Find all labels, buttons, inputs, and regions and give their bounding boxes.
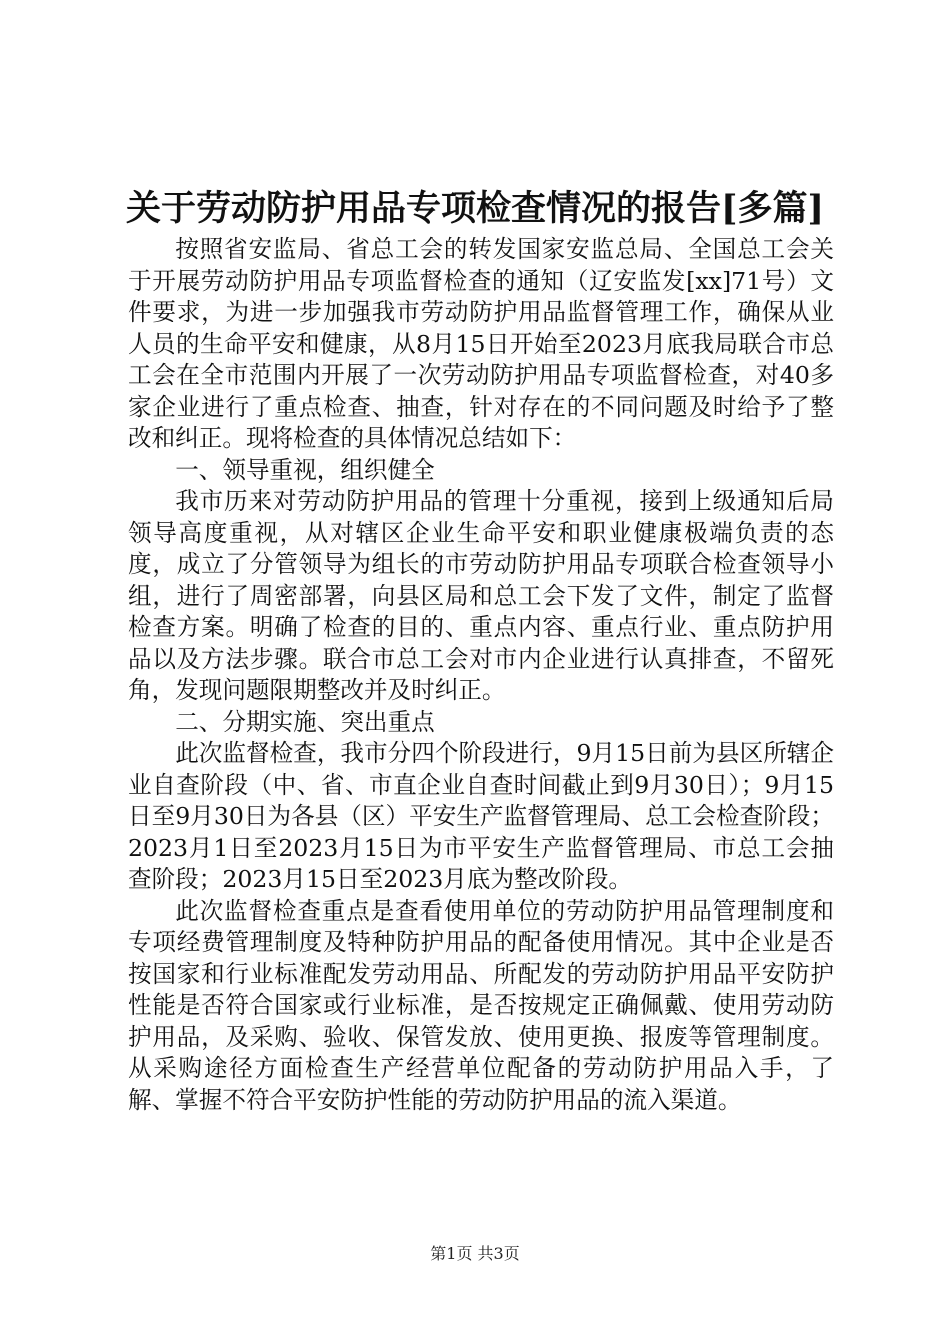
section-2-paragraph-2: 此次监督检查重点是查看使用单位的劳动防护用品管理制度和专项经费管理制度及特种防护用品的配备使用情况。其中企业是否按国家和行业标准配发劳动用品、所配发的劳动防护用品平安防护性能是否符合国家或行业标准，是否按规定正确佩戴、使用劳动防护用品，及采购、验收、保管发放、使用更换、报废等管理制度。从采购途径方面检查生产经营单位配备的劳动防护用品入手，了解、掌握不符合平安防护性能的劳动防护用品的流入渠道。: [128, 896, 834, 1114]
document-body: [128, 234, 834, 1116]
section-heading-1: 一、领导重视，组织健全: [175, 455, 435, 484]
intro-paragraph: 按照省安监局、省总工会的转发国家安监总局、全国总工会关于开展劳动防护用品专项监督检查的通知（辽安监发[xx]71号）文件要求，为进一步加强我市劳动防护用品监督管理工作，确保从业人员的生命平安和健康，从8月15日开始至2023月底我局联合市总工会在全市范围内开展了一次劳动防护用品专项监督检查，对40多家企业进行了重点检查、抽查，针对存在的不同问题及时给予了整改和纠正。现将检查的具体情况总结如下：: [128, 235, 834, 452]
document-title: 关于劳动防护用品专项检查情况的报告[多篇]: [126, 188, 825, 229]
section-1-paragraph: 我市历来对劳动防护用品的管理十分重视，接到上级通知后局领导高度重视，从对辖区企业生命平安和职业健康极端负责的态度，成立了分管领导为组长的市劳动防护用品专项联合检查领导小组，进行了周密部署，向县区局和总工会下发了文件，制定了监督检查方案。明确了检查的目的、重点内容、重点行业、重点防护用品以及方法步骤。联合市总工会对市内企业进行认真排查，不留死角，发现问题限期整改并及时纠正。: [128, 487, 834, 704]
page-footer: 第1页 共3页: [430, 1244, 520, 1263]
section-heading-2: 二、分期实施、突出重点: [175, 707, 435, 736]
section-2-paragraph-1: 此次监督检查，我市分四个阶段进行，9月15日前为县区所辖企业自查阶段（中、省、市直企业自查时间截止到9月30日）；9月15日至9月30日为各县（区）平安生产监督管理局、总工会检查阶段；2023月1日至2023月15日为市平安生产监督管理局、市总工会抽查阶段；2023月15日至2023月底为整改阶段。: [128, 739, 834, 893]
